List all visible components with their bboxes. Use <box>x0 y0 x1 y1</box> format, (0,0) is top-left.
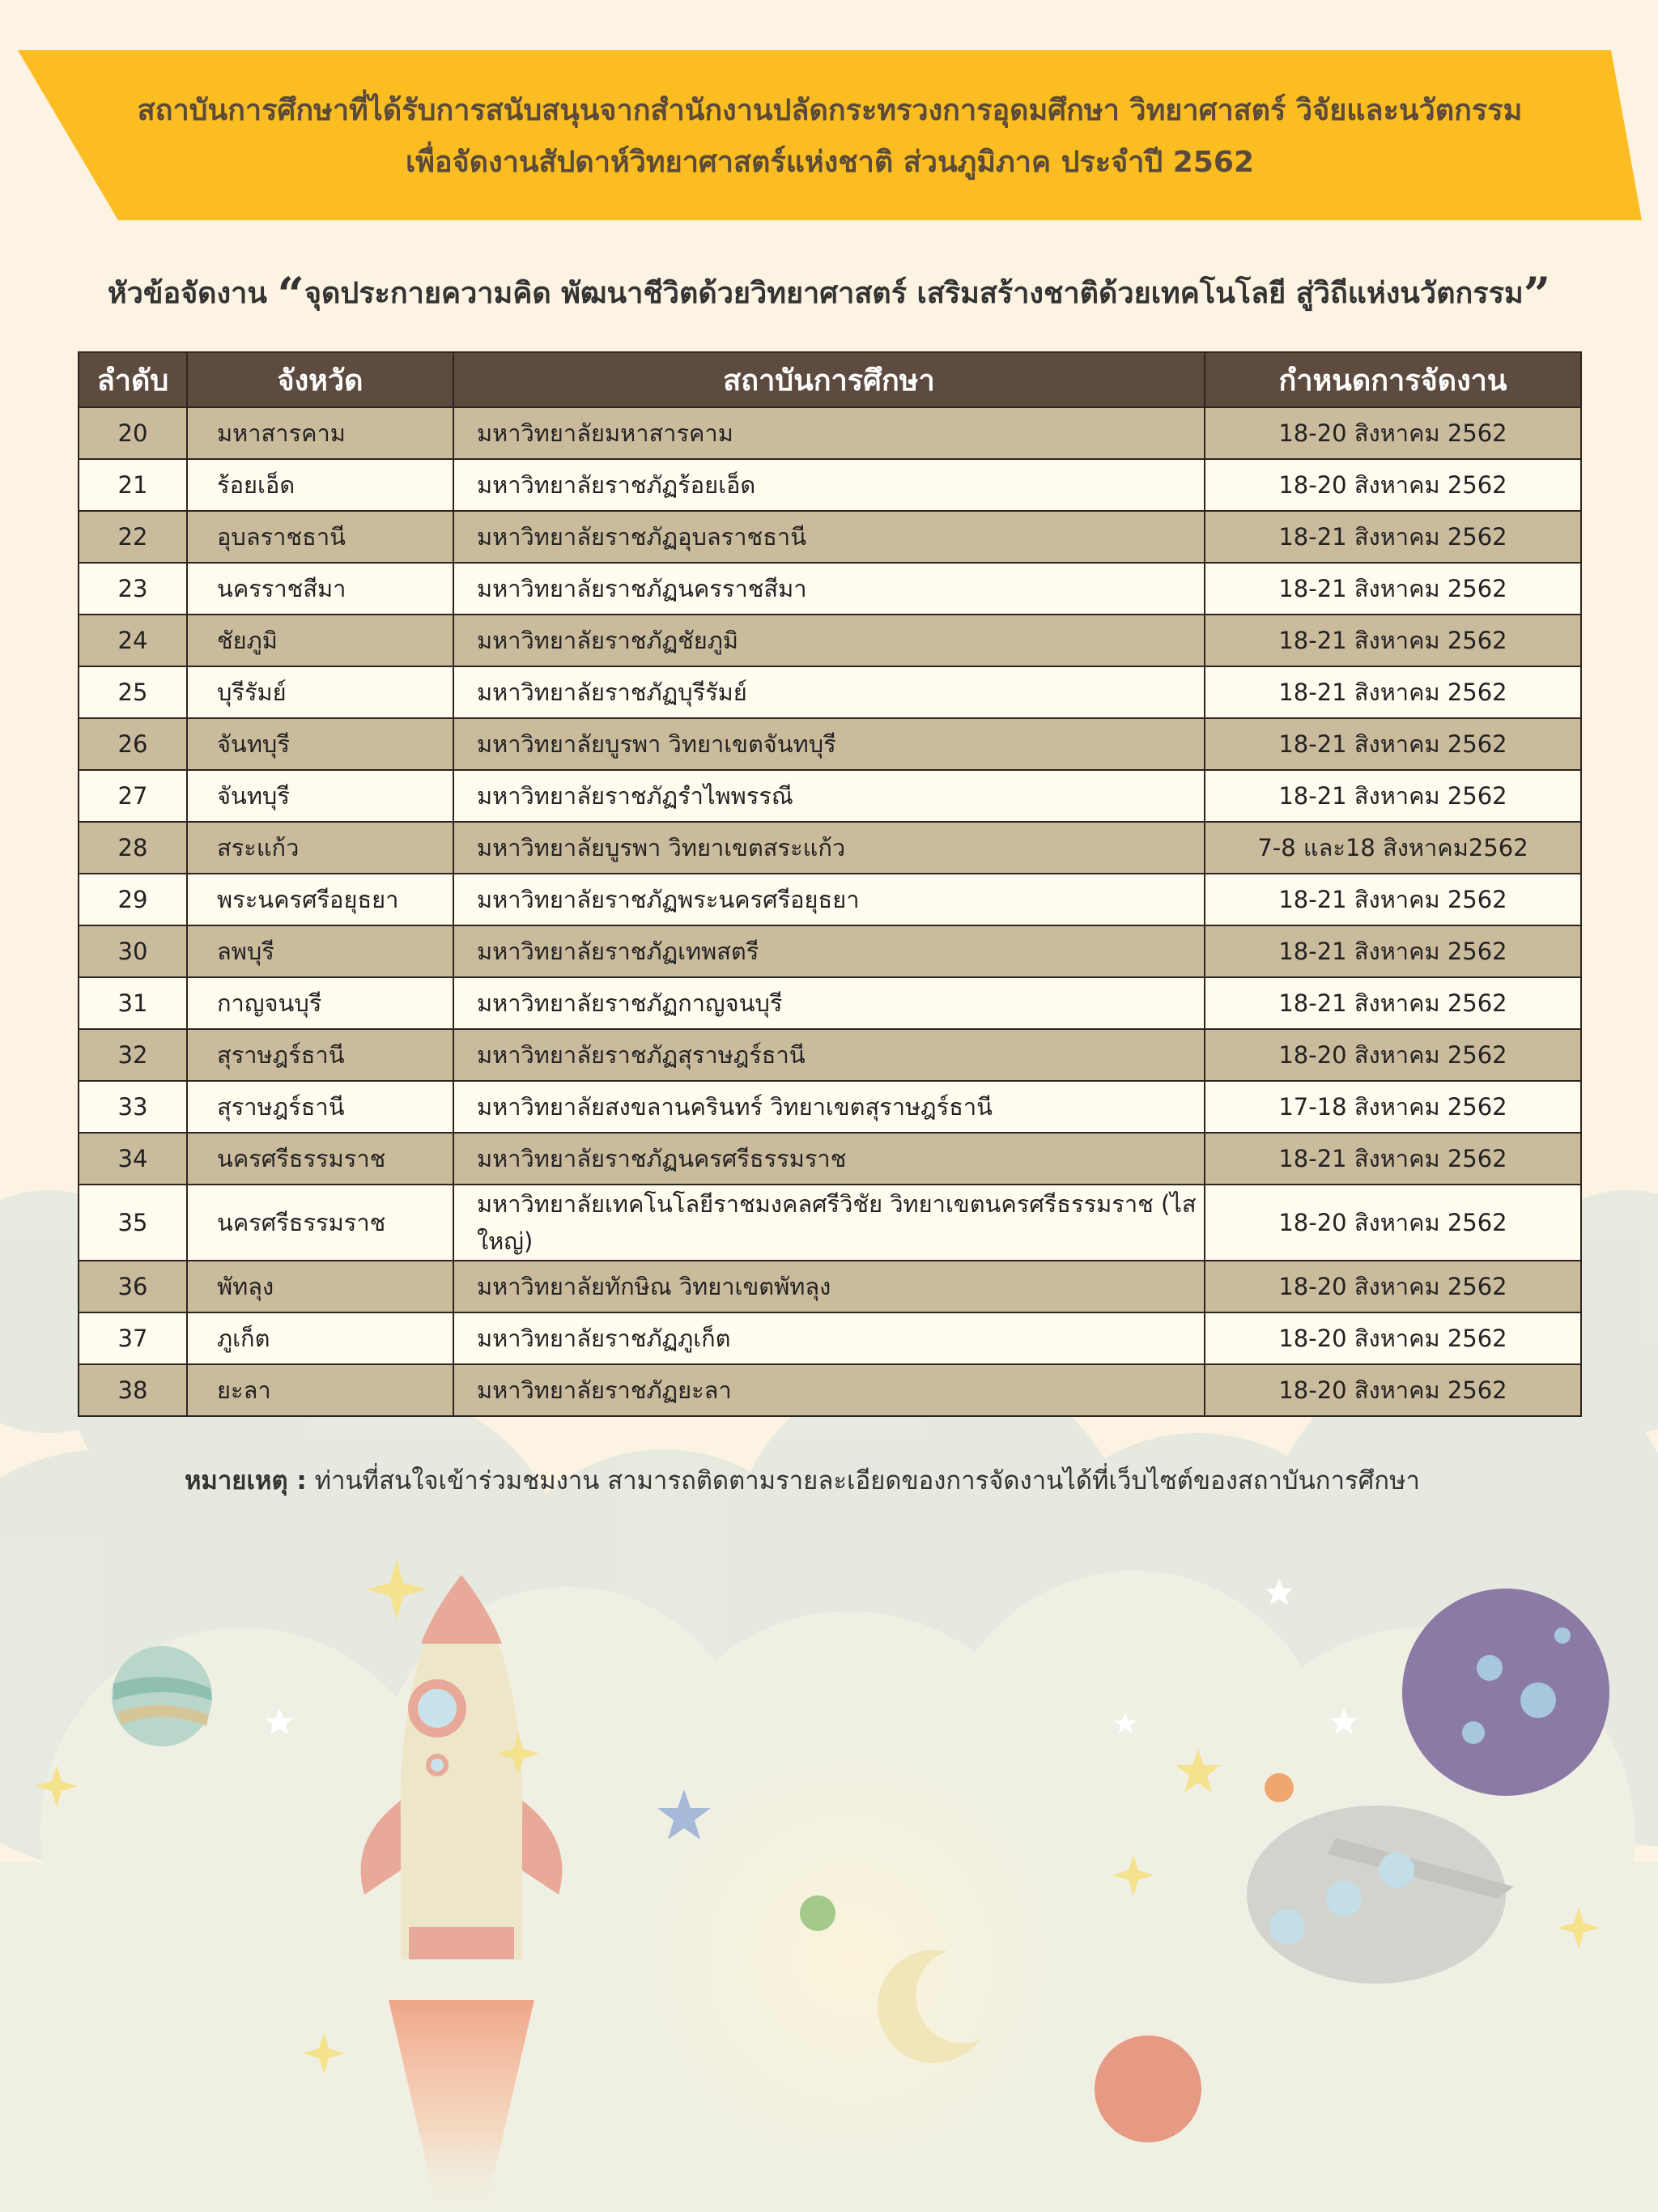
cell-province: อุบลราชธานี <box>187 511 453 563</box>
cell-date: 18-21 สิงหาคม 2562 <box>1205 977 1581 1029</box>
cell-date: 18-21 สิงหาคม 2562 <box>1205 718 1581 770</box>
open-quote: “ <box>277 267 304 322</box>
cell-province: สุราษฎร์ธานี <box>187 1081 453 1133</box>
cell-order: 22 <box>79 511 187 563</box>
cell-province: พัทลุง <box>187 1261 453 1312</box>
cell-province: ยะลา <box>187 1364 453 1416</box>
green-planet-icon <box>800 1895 835 1931</box>
cell-institution: มหาวิทยาลัยราชภัฏร้อยเอ็ด <box>453 459 1205 511</box>
column-header-date: กำหนดการจัดงาน <box>1205 352 1581 407</box>
cell-province: บุรีรัมย์ <box>187 666 453 718</box>
table-row <box>79 1133 1581 1185</box>
table-row <box>79 770 1581 822</box>
striped-planet-icon <box>112 1646 212 1746</box>
cell-date: 18-20 สิงหาคม 2562 <box>1205 407 1581 459</box>
event-topic <box>49 267 1609 322</box>
footnote <box>185 1460 1420 1500</box>
cell-date: 18-21 สิงหาคม 2562 <box>1205 666 1581 718</box>
cell-province: ลพบุรี <box>187 925 453 977</box>
table-row <box>79 1185 1581 1261</box>
cell-institution: มหาวิทยาลัยราชภัฏสุราษฎร์ธานี <box>453 1029 1205 1081</box>
topic-label: หัวข้อจัดงาน <box>107 277 267 310</box>
topic-text: จุดประกายความคิด พัฒนาชีวิตด้วยวิทยาศาสตร์ เสริมสร้างชาติด้วยเทคโนโลยี สู่วิถีแห่งนวัตกรรม <box>304 277 1524 310</box>
cell-province: จันทบุรี <box>187 718 453 770</box>
cell-order: 32 <box>79 1029 187 1081</box>
cell-province: พระนครศรีอยุธยา <box>187 874 453 925</box>
cell-order: 34 <box>79 1133 187 1185</box>
banner-line-1: สถาบันการศึกษาที่ได้รับการสนับสนุนจากสำนักงานปลัดกระทรวงการอุดมศึกษา วิทยาศาสตร์ วิจัยและนวัตกรรม <box>137 94 1523 127</box>
cell-institution: มหาวิทยาลัยบูรพา วิทยาเขตจันทบุรี <box>453 718 1205 770</box>
cell-order: 31 <box>79 977 187 1029</box>
cell-date: 18-21 สิงหาคม 2562 <box>1205 511 1581 563</box>
table-row <box>79 977 1581 1029</box>
cell-date: 18-20 สิงหาคม 2562 <box>1205 1312 1581 1364</box>
cell-institution: มหาวิทยาลัยราชภัฏพระนครศรีอยุธยา <box>453 874 1205 925</box>
cell-institution: มหาวิทยาลัยบูรพา วิทยาเขตสระแก้ว <box>453 822 1205 874</box>
table-row <box>79 1081 1581 1133</box>
cell-province: สระแก้ว <box>187 822 453 874</box>
banner-title <box>89 85 1571 189</box>
cell-institution: มหาวิทยาลัยราชภัฏอุบลราชธานี <box>453 511 1205 563</box>
table-row <box>79 1261 1581 1312</box>
cell-institution: มหาวิทยาลัยราชภัฏยะลา <box>453 1364 1205 1416</box>
cell-date: 18-21 สิงหาคม 2562 <box>1205 563 1581 615</box>
cell-date: 18-21 สิงหาคม 2562 <box>1205 874 1581 925</box>
footnote-label: หมายเหตุ : <box>185 1466 307 1495</box>
cell-province: จันทบุรี <box>187 770 453 822</box>
cell-province: มหาสารคาม <box>187 407 453 459</box>
column-header-order: ลำดับ <box>79 352 187 407</box>
table-row <box>79 511 1581 563</box>
cell-date: 18-21 สิงหาคม 2562 <box>1205 1133 1581 1185</box>
cell-order: 38 <box>79 1364 187 1416</box>
cell-date: 7-8 และ18 สิงหาคม2562 <box>1205 822 1581 874</box>
cell-province: สุราษฎร์ธานี <box>187 1029 453 1081</box>
cell-province: กาญจนบุรี <box>187 977 453 1029</box>
cell-order: 36 <box>79 1261 187 1312</box>
cell-province: ชัยภูมิ <box>187 615 453 666</box>
cell-province: นครศรีธรรมราช <box>187 1133 453 1185</box>
cell-date: 17-18 สิงหาคม 2562 <box>1205 1081 1581 1133</box>
cell-date: 18-21 สิงหาคม 2562 <box>1205 925 1581 977</box>
banner-line-2: เพื่อจัดงานสัปดาห์วิทยาศาสตร์แห่งชาติ ส่วนภูมิภาค ประจำปี 2562 <box>406 146 1254 179</box>
cell-order: 24 <box>79 615 187 666</box>
table-row <box>79 874 1581 925</box>
purple-planet-icon <box>1402 1589 1609 1796</box>
table-row <box>79 459 1581 511</box>
table-row <box>79 1364 1581 1416</box>
cell-order: 27 <box>79 770 187 822</box>
table-row <box>79 666 1581 718</box>
cell-order: 28 <box>79 822 187 874</box>
column-header-province: จังหวัด <box>187 352 453 407</box>
cell-institution: มหาวิทยาลัยราชภัฏบุรีรัมย์ <box>453 666 1205 718</box>
cell-order: 37 <box>79 1312 187 1364</box>
cell-institution: มหาวิทยาลัยราชภัฏนครราชสีมา <box>453 563 1205 615</box>
small-orange-planet-icon <box>1265 1773 1294 1802</box>
table-row <box>79 615 1581 666</box>
cell-province: ร้อยเอ็ด <box>187 459 453 511</box>
table-row <box>79 822 1581 874</box>
cell-institution: มหาวิทยาลัยราชภัฏชัยภูมิ <box>453 615 1205 666</box>
cell-institution: มหาวิทยาลัยราชภัฏรำไพพรรณี <box>453 770 1205 822</box>
cell-order: 21 <box>79 459 187 511</box>
cell-institution: มหาวิทยาลัยราชภัฏนครศรีธรรมราช <box>453 1133 1205 1185</box>
cell-institution: มหาวิทยาลัยสงขลานครินทร์ วิทยาเขตสุราษฎร์ธานี <box>453 1081 1205 1133</box>
table-row <box>79 1029 1581 1081</box>
orange-planet-icon <box>1095 2035 1201 2142</box>
cell-institution: มหาวิทยาลัยเทคโนโลยีราชมงคลศรีวิชัย วิทยาเขตนครศรีธรรมราช (ไสใหญ่) <box>453 1185 1205 1261</box>
cell-order: 20 <box>79 407 187 459</box>
column-header-institution: สถาบันการศึกษา <box>453 352 1205 407</box>
cell-province: ภูเก็ต <box>187 1312 453 1364</box>
table-row <box>79 925 1581 977</box>
table-row <box>79 407 1581 459</box>
footnote-text: ท่านที่สนใจเข้าร่วมชมงาน สามารถติดตามรายละเอียดของการจัดงานได้ที่เว็บไซต์ของสถาบันการศึกษา <box>306 1466 1420 1495</box>
cell-order: 30 <box>79 925 187 977</box>
cell-order: 25 <box>79 666 187 718</box>
cell-institution: มหาวิทยาลัยมหาสารคาม <box>453 407 1205 459</box>
cell-order: 33 <box>79 1081 187 1133</box>
table-row <box>79 1312 1581 1364</box>
cell-order: 26 <box>79 718 187 770</box>
cell-date: 18-21 สิงหาคม 2562 <box>1205 770 1581 822</box>
table-row <box>79 718 1581 770</box>
schedule-table <box>78 351 1582 1417</box>
table-header-row <box>79 352 1581 407</box>
cell-institution: มหาวิทยาลัยราชภัฏภูเก็ต <box>453 1312 1205 1364</box>
cell-institution: มหาวิทยาลัยทักษิณ วิทยาเขตพัทลุง <box>453 1261 1205 1312</box>
close-quote: ” <box>1523 267 1551 322</box>
cell-order: 29 <box>79 874 187 925</box>
cell-date: 18-20 สิงหาคม 2562 <box>1205 459 1581 511</box>
cell-institution: มหาวิทยาลัยราชภัฏกาญจนบุรี <box>453 977 1205 1029</box>
cell-institution: มหาวิทยาลัยราชภัฏเทพสตรี <box>453 925 1205 977</box>
cell-date: 18-20 สิงหาคม 2562 <box>1205 1364 1581 1416</box>
cell-date: 18-21 สิงหาคม 2562 <box>1205 615 1581 666</box>
cell-province: นครศรีธรรมราช <box>187 1185 453 1261</box>
cell-order: 23 <box>79 563 187 615</box>
table-row <box>79 563 1581 615</box>
cell-province: นครราชสีมา <box>187 563 453 615</box>
cell-date: 18-20 สิงหาคม 2562 <box>1205 1029 1581 1081</box>
cell-order: 35 <box>79 1185 187 1261</box>
cell-date: 18-20 สิงหาคม 2562 <box>1205 1185 1581 1261</box>
cell-date: 18-20 สิงหาคม 2562 <box>1205 1261 1581 1312</box>
